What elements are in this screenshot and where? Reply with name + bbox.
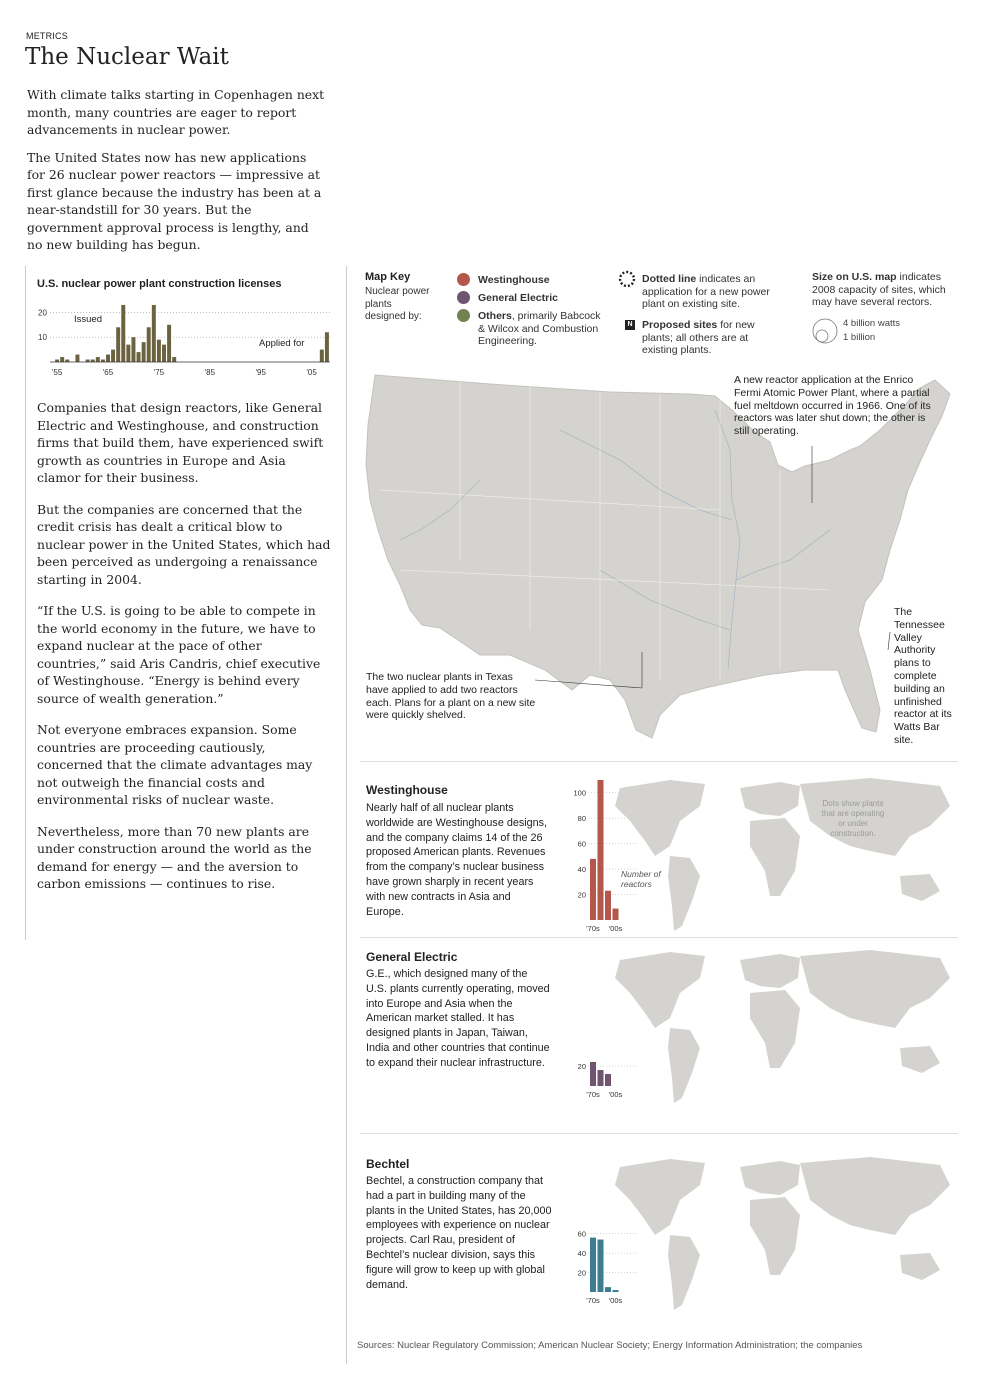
x-tick-label: '95 bbox=[255, 368, 266, 377]
y-tick-label: 100 bbox=[573, 788, 586, 798]
fermi-annotation: A new reactor application at the Enrico Fermi Atomic Power Plant, where a partial fuel meltdown occurred in 1966. One of its reactors was later shut down; the other is still operating. bbox=[734, 374, 931, 438]
license-bar bbox=[126, 345, 130, 362]
x-tick-label: '75 bbox=[153, 368, 165, 377]
ge-title: General Electric bbox=[366, 950, 458, 964]
ge-world-map bbox=[610, 948, 960, 1108]
size-legend-text bbox=[812, 271, 962, 309]
license-bar bbox=[320, 350, 324, 362]
license-bar bbox=[121, 305, 125, 362]
world-land-shape bbox=[615, 1159, 705, 1235]
bechtel-world-map bbox=[610, 1155, 960, 1323]
size-legend-4-billion: 4 billion watts bbox=[843, 318, 901, 329]
reactor-bar bbox=[598, 1240, 604, 1292]
license-bar bbox=[325, 332, 329, 362]
y-tick-label: 10 bbox=[38, 333, 47, 343]
license-bar bbox=[116, 327, 120, 362]
x-tick-label: '65 bbox=[102, 368, 114, 377]
world-land-shape bbox=[668, 856, 700, 931]
body-text bbox=[37, 399, 333, 907]
world-land-shape bbox=[800, 950, 950, 1028]
westinghouse-map-note: Dots show plants that are operating or under construction. bbox=[821, 799, 885, 838]
proposed-site-legend-icon: N bbox=[625, 320, 635, 330]
license-bar bbox=[147, 327, 151, 362]
x-tick-label: '70s bbox=[586, 1090, 600, 1099]
license-bar bbox=[137, 352, 141, 362]
intro-text bbox=[27, 86, 327, 264]
world-land-shape bbox=[900, 1253, 940, 1280]
size-legend-circles bbox=[810, 314, 840, 346]
kicker: METRICS bbox=[26, 31, 68, 41]
others-legend-label bbox=[478, 310, 608, 348]
size-legend-rest: indicates 2008 capacity of sites, which may have several rectors. bbox=[812, 271, 946, 308]
westinghouse-axis-label: Number of reactors bbox=[621, 869, 661, 889]
world-land-shape bbox=[740, 782, 800, 816]
x-tick-label: '85 bbox=[204, 368, 216, 377]
world-land-shape bbox=[900, 1046, 940, 1073]
texas-annotation: The two nuclear plants in Texas have applied to add two reactors each. Plans for a plant on a new site were quickly shelved. bbox=[366, 671, 536, 722]
x-tick-label: '00s bbox=[608, 1296, 623, 1305]
y-tick-label: 20 bbox=[38, 308, 47, 318]
y-tick-label: 40 bbox=[577, 1249, 586, 1259]
y-tick-label: 60 bbox=[577, 839, 586, 849]
world-land-shape bbox=[750, 1197, 800, 1275]
reactor-bar bbox=[590, 1062, 596, 1086]
proposed-sites-rest: for new plants; all others are at existing plants. bbox=[642, 319, 755, 356]
y-tick-label: 40 bbox=[577, 865, 586, 875]
license-bar bbox=[106, 355, 110, 362]
x-tick-label: '70s bbox=[586, 1296, 600, 1305]
map-key-title: Map Key bbox=[365, 271, 411, 283]
license-bar bbox=[60, 357, 64, 362]
dotted-line-bold: Dotted line bbox=[642, 273, 697, 285]
tva-annotation: The Tennessee Valley Authority plans to complete building an unfinished reactor at its Watts Bar site. bbox=[894, 606, 952, 746]
x-tick-label: '70s bbox=[586, 924, 600, 933]
world-land-shape bbox=[668, 1028, 700, 1103]
westinghouse-world-map bbox=[610, 776, 960, 936]
world-land-shape bbox=[750, 818, 800, 896]
left-column-rule bbox=[25, 266, 26, 940]
reactor-bar bbox=[590, 1238, 596, 1292]
reactor-bar bbox=[598, 1070, 604, 1086]
world-land-shape bbox=[750, 990, 800, 1068]
intro-paragraph-2: The United States now has new applications for 26 nuclear power reactors — impressive at first glance because the industry has been at a near-standstill for 30 years. But the government approval process is lengthy, and no new building has begun. bbox=[27, 149, 322, 252]
proposed-sites-legend-text bbox=[642, 319, 782, 357]
size-legend-bold: Size on U.S. map bbox=[812, 271, 897, 283]
intro-paragraph-1: With climate talks starting in Copenhagen next month, many countries are eager to report advancements in nuclear power. bbox=[27, 87, 325, 137]
world-land-shape bbox=[800, 1157, 950, 1235]
section-divider-ge bbox=[360, 937, 958, 938]
y-tick-label: 20 bbox=[577, 890, 586, 900]
license-bar bbox=[152, 305, 156, 362]
licenses-chart-title: U.S. nuclear power plant construction licenses bbox=[37, 278, 282, 290]
license-bar bbox=[157, 340, 161, 362]
body-paragraph-5: Nevertheless, more than 70 new plants are under construction around the world as the demand for energy — and the aversion to carbon emissions — continues to rise. bbox=[37, 823, 312, 891]
map-key-subtitle: Nuclear power plants designed by: bbox=[365, 286, 430, 322]
x-tick-label: '00s bbox=[608, 924, 623, 933]
body-paragraph-2: But the companies are concerned that the credit crisis has dealt a critical blow to nuclear power in the United States, which had been perceived as undergoing a renaissance starting in 2004. bbox=[37, 501, 331, 587]
license-bar bbox=[75, 355, 79, 362]
map-column-rule bbox=[346, 266, 347, 1364]
world-land-shape bbox=[740, 954, 800, 988]
section-divider-bechtel bbox=[360, 1133, 958, 1134]
y-tick-label: 80 bbox=[577, 814, 586, 824]
westinghouse-text: Nearly half of all nuclear plants worldwide are Westinghouse designs, and the company claims 14 of the 26 proposed American plants. Revenues from the company’s nuclear business have grown sharply in recent years with new contracts in Asia and Europe. bbox=[366, 802, 548, 918]
y-tick-label: 20 bbox=[577, 1062, 586, 1071]
license-bar bbox=[142, 342, 146, 362]
bechtel-title: Bechtel bbox=[366, 1157, 410, 1171]
world-land-shape bbox=[668, 1235, 700, 1310]
dotted-line-rest: indicates an application for a new power plant on existing site. bbox=[642, 273, 770, 310]
applied-label: Applied for bbox=[259, 338, 305, 349]
license-bar bbox=[167, 325, 171, 362]
headline: The Nuclear Wait bbox=[25, 44, 229, 70]
section-divider-westinghouse bbox=[360, 761, 958, 762]
body-paragraph-4: Not everyone embraces expansion. Some countries are proceeding cautiously, concerned that the climate advantages may not outweigh the financial costs and environmental risks of nuclear waste. bbox=[37, 722, 313, 807]
westinghouse-title: Westinghouse bbox=[366, 783, 448, 797]
others-legend-dot bbox=[457, 309, 470, 322]
bechtel-text: Bechtel, a construction company that had a part in building many of the plants in the United States, has 20,000 employees with experience on nuclear projects. Carl Rau, president of Bechtel’s nuclear division, says this figure will grow to keep up with global demand. bbox=[366, 1175, 552, 1291]
license-bar bbox=[131, 337, 135, 362]
world-land-shape bbox=[740, 1161, 800, 1195]
proposed-sites-bold: Proposed sites bbox=[642, 319, 718, 331]
ge-legend-dot bbox=[457, 291, 470, 304]
license-bar bbox=[172, 357, 176, 362]
reactor-bar bbox=[598, 780, 604, 920]
license-bar bbox=[111, 350, 115, 362]
x-tick-label: '00s bbox=[608, 1090, 623, 1099]
size-legend-1-billion: 1 billion bbox=[843, 332, 876, 343]
y-tick-label: 60 bbox=[577, 1229, 586, 1239]
license-bar bbox=[162, 345, 166, 362]
y-tick-label: 20 bbox=[577, 1268, 586, 1278]
ge-legend-label: General Electric bbox=[478, 292, 558, 304]
issued-label: Issued bbox=[74, 314, 102, 325]
x-tick-label: '05 bbox=[306, 368, 317, 377]
westinghouse-legend-label: Westinghouse bbox=[478, 274, 550, 286]
dotted-line-legend-text bbox=[642, 273, 782, 311]
reactor-bar bbox=[590, 859, 596, 920]
world-land-shape bbox=[900, 874, 940, 901]
ge-text: G.E., which designed many of the U.S. plants currently operating, moved into Europe and Asia when the American market stalled. It has designed plants in Japan, Taiwan, India and other countries that continue to expand their nuclear infrastructure. bbox=[366, 968, 550, 1069]
world-land-shape bbox=[615, 952, 705, 1028]
source-note: Sources: Nuclear Regulatory Commission; American Nuclear Society; Energy Information Administration; the companies bbox=[357, 1340, 863, 1351]
dotted-line-legend-icon bbox=[618, 270, 636, 288]
x-tick-label: '55 bbox=[51, 368, 63, 377]
body-paragraph-3: “If the U.S. is going to be able to compete in the world economy in the future, we have to expand nuclear at the pace of other countries,” said Aris Candris, chief executive of Westinghouse. “Energy is behind every source of wealth generation.” bbox=[37, 603, 321, 706]
others-legend-rest: , primarily Babcock & Wilcox and Combustion Engineering. bbox=[478, 310, 601, 347]
license-bar bbox=[96, 357, 100, 362]
body-paragraph-1: Companies that design reactors, like General Electric and Westinghouse, and construction firms that build them, have experienced swift growth as countries in Europe and Asia clamor for their business. bbox=[37, 400, 324, 485]
westinghouse-legend-dot bbox=[457, 273, 470, 286]
world-land-shape bbox=[615, 780, 705, 856]
licenses-chart bbox=[34, 292, 334, 384]
others-legend-bold: Others bbox=[478, 310, 512, 322]
